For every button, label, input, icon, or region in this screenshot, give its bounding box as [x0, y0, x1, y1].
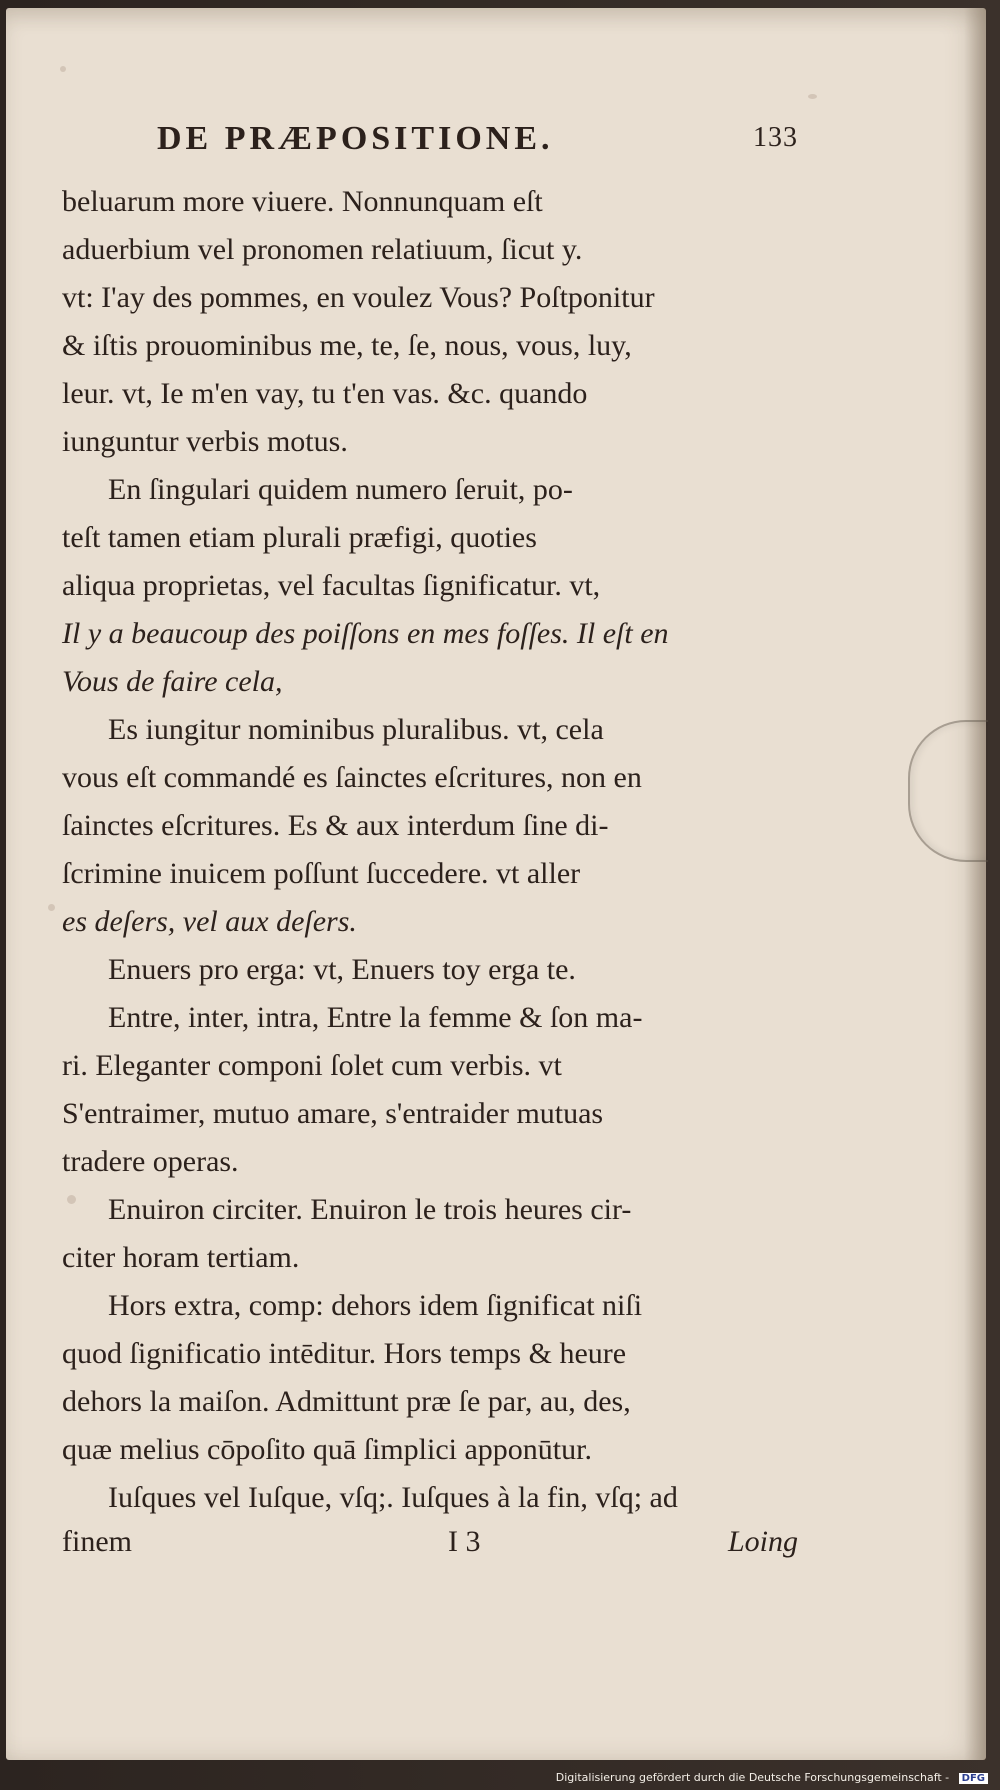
signature-mark: I 3: [448, 1525, 481, 1558]
paper-speck: [60, 66, 66, 72]
book-page: [6, 8, 986, 1760]
text-line-22: Enuiron circiter. Enuiron le trois heures cir-: [108, 1193, 632, 1226]
text-line-12: Es iungitur nominibus pluralibus. vt, cela: [108, 713, 604, 746]
text-line-9: aliqua proprietas, vel facultas ſignificatur. vt,: [62, 569, 601, 602]
page-footer: [62, 1525, 798, 1567]
text-line-16: es deſers, vel aux deſers.: [62, 905, 357, 938]
text-line-4: & iſtis prouominibus me, te, ſe, nous, vous, luy,: [62, 329, 632, 362]
text-line-13: vous eſt commandé es ſainctes eſcritures, non en: [62, 761, 642, 794]
digitization-credit-text: Digitalisierung gefördert durch die Deutsche Forschungsgemeinschaft -: [555, 1771, 950, 1784]
text-line-18: Entre, inter, intra, Entre la femme & ſon ma-: [108, 1001, 643, 1034]
text-line-3: vt: I'ay des pommes, en voulez Vous? Poſtponitur: [62, 281, 655, 314]
text-line-14: ſainctes eſcritures. Es & aux interdum ſine di-: [62, 809, 609, 842]
dfg-logo: DFG: [959, 1773, 988, 1784]
text-line-2: aduerbium vel pronomen relatiuum, ſicut y.: [62, 233, 583, 266]
text-line-24: Hors extra, comp: dehors idem ſignificat niſi: [108, 1289, 643, 1322]
text-line-10: Il y a beaucoup des poiſſons en mes foſſes. Il eſt en: [62, 617, 669, 650]
page-header: [62, 120, 798, 174]
text-line-15: ſcrimine inuicem poſſunt ſuccedere. vt aller: [62, 857, 581, 890]
page-title: DE PRÆPOSITIONE.: [157, 120, 554, 157]
catchword-left: finem: [62, 1525, 132, 1558]
text-line-19: ri. Eleganter componi ſolet cum verbis. vt: [62, 1049, 562, 1082]
text-line-23: citer horam tertiam.: [62, 1241, 300, 1274]
page-text-area: [62, 120, 798, 1558]
text-line-6: iunguntur verbis motus.: [62, 425, 348, 458]
text-line-7: En ſingulari quidem numero ſeruit, po-: [108, 473, 573, 506]
text-line-20: S'entraimer, mutuo amare, s'entraider mutuas: [62, 1097, 604, 1130]
text-line-8: teſt tamen etiam plurali præfigi, quoties: [62, 521, 537, 554]
text-line-25: quod ſignificatio intēditur. Hors temps & heure: [62, 1337, 627, 1370]
text-line-27: quæ melius cōpoſito quā ſimplici apponūtur.: [62, 1433, 592, 1466]
text-line-17: Enuers pro erga: vt, Enuers toy erga te.: [108, 953, 576, 986]
catchword-right: Loing: [727, 1525, 798, 1558]
text-line-26: dehors la maiſon. Admittunt præ ſe par, au, des,: [62, 1385, 631, 1418]
digitization-credit: [556, 1771, 988, 1784]
page-clip-mark: [908, 720, 988, 862]
text-line-5: leur. vt, Ie m'en vay, tu t'en vas. &c. quando: [62, 377, 588, 410]
paper-speck: [808, 94, 817, 99]
page-number: 133: [753, 122, 798, 153]
page-edge-shadow: [964, 8, 986, 1760]
text-line-21: tradere operas.: [62, 1145, 239, 1178]
text-line-28: Iuſques vel Iuſque, vſq;. Iuſques à la fin, vſq; ad: [108, 1481, 678, 1514]
text-line-11: Vous de faire cela,: [62, 665, 283, 698]
text-line-1: beluarum more viuere. Nonnunquam eſt: [62, 185, 543, 218]
paper-speck: [48, 904, 55, 911]
